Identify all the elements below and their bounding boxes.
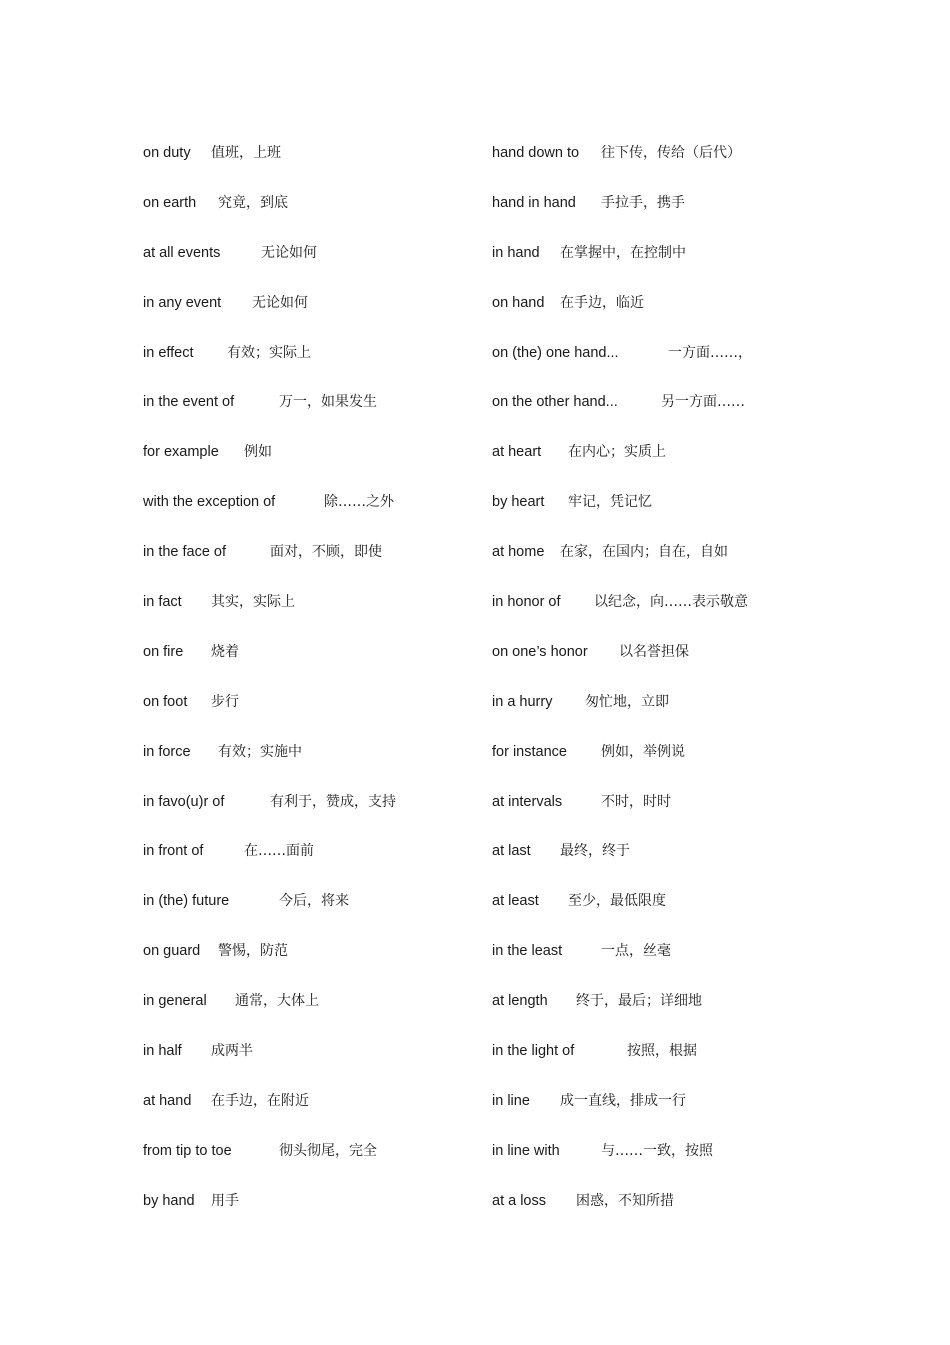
phrase-entry: [492, 343, 892, 393]
phrase-english: in line with: [492, 1142, 560, 1159]
phrase-entry: [492, 1041, 892, 1091]
phrase-chinese: 烧着: [211, 643, 239, 660]
phrase-english: in any event: [143, 294, 222, 311]
phrase-chinese: 除……之外: [324, 494, 394, 511]
phrase-entry: [143, 542, 483, 592]
phrase-english: in fact: [143, 594, 182, 611]
phrase-entry: [143, 642, 483, 692]
phrase-english: in the least: [492, 943, 563, 960]
phrase-english: in hand: [492, 244, 540, 261]
phrase-english: in the event of: [143, 394, 235, 411]
phrase-english: on fire: [143, 643, 184, 660]
phrase-chinese: 在家，在国内；自在，自如: [560, 544, 728, 561]
phrase-english: in a hurry: [492, 693, 553, 710]
phrase-english: on foot: [143, 693, 188, 710]
phrase-entry: [492, 143, 892, 193]
phrase-english: with the exception of: [143, 494, 276, 511]
phrase-entry: [143, 492, 483, 542]
phrase-chinese: 有利于，赞成，支持: [270, 793, 396, 810]
phrase-english: at heart: [492, 444, 542, 461]
phrase-english: from tip to toe: [143, 1142, 232, 1159]
phrase-entry: [143, 1041, 483, 1091]
phrase-english: on (the) one hand...: [492, 344, 619, 361]
phrase-chinese: 终于，最后；详细地: [576, 993, 702, 1010]
phrase-chinese: 例如，举例说: [601, 743, 685, 760]
phrase-chinese: 在手边，在附近: [211, 1092, 309, 1109]
phrase-entry: [143, 243, 483, 293]
phrase-entry: [143, 293, 483, 343]
phrase-entry: [492, 991, 892, 1041]
phrase-entry: [143, 1141, 483, 1191]
phrase-chinese: 有效；实际上: [227, 344, 311, 361]
phrase-chinese: 无论如何: [252, 294, 308, 311]
phrase-entry: [492, 841, 892, 891]
phrase-chinese: 步行: [211, 693, 239, 710]
phrase-entry: [143, 1191, 483, 1241]
phrase-chinese: 在……面前: [244, 843, 314, 860]
phrase-entry: [143, 841, 483, 891]
phrase-chinese: 用手: [211, 1192, 239, 1209]
phrase-entry: [143, 592, 483, 642]
phrase-english: in favo(u)r of: [143, 793, 225, 810]
phrase-chinese: 往下传，传给（后代）: [601, 145, 741, 161]
phrase-entry: [492, 891, 892, 941]
phrase-chinese: 困惑，不知所措: [576, 1192, 674, 1209]
phrase-english: in effect: [143, 344, 194, 361]
phrase-entry: [143, 343, 483, 393]
phrase-english: in force: [143, 743, 191, 760]
phrase-entry: [492, 243, 892, 293]
right-phrase-column: [492, 143, 892, 1241]
phrase-entry: [143, 991, 483, 1041]
phrase-entry: [492, 193, 892, 243]
phrase-entry: [492, 1191, 892, 1241]
phrase-entry: [143, 941, 483, 991]
phrase-english: in the light of: [492, 1043, 575, 1060]
phrase-entry: [492, 642, 892, 692]
phrase-entry: [492, 1141, 892, 1191]
phrase-chinese: 在掌握中，在控制中: [560, 244, 686, 261]
phrase-chinese: 在手边，临近: [560, 294, 644, 311]
phrase-english: at last: [492, 843, 531, 860]
phrase-chinese: 彻头彻尾，完全: [279, 1142, 377, 1159]
left-phrase-column: [143, 143, 483, 1241]
phrase-entry: [492, 742, 892, 792]
phrase-entry: [492, 392, 892, 442]
phrase-chinese: 至少，最低限度: [568, 893, 666, 910]
phrase-entry: [143, 442, 483, 492]
phrase-chinese: 成两半: [211, 1043, 253, 1060]
phrase-chinese: 匆忙地，立即: [585, 693, 669, 710]
phrase-english: on duty: [143, 145, 191, 161]
phrase-chinese: 最终，终于: [560, 843, 630, 860]
phrase-chinese: 以名誉担保: [619, 643, 689, 660]
phrase-chinese: 其实，实际上: [211, 594, 295, 611]
phrase-english: in (the) future: [143, 893, 230, 910]
phrase-english: in half: [143, 1043, 182, 1060]
phrase-english: on earth: [143, 194, 197, 211]
phrase-english: in honor of: [492, 594, 561, 611]
phrase-entry: [492, 442, 892, 492]
phrase-english: in front of: [143, 843, 204, 860]
phrase-english: on the other hand...: [492, 394, 618, 411]
phrase-entry: [143, 742, 483, 792]
phrase-entry: [143, 193, 483, 243]
phrase-chinese: 不时，时时: [601, 793, 671, 810]
phrase-english: at hand: [143, 1092, 192, 1109]
phrase-chinese: 万一，如果发生: [279, 394, 377, 411]
phrase-entry: [492, 1091, 892, 1141]
phrase-english: on hand: [492, 294, 545, 311]
phrase-chinese: 今后，将来: [279, 893, 349, 910]
phrase-entry: [143, 1091, 483, 1141]
phrase-chinese: 无论如何: [261, 244, 317, 261]
phrase-entry: [143, 143, 483, 193]
phrase-english: in general: [143, 993, 207, 1010]
phrase-entry: [143, 792, 483, 842]
phrase-english: at all events: [143, 244, 221, 261]
phrase-chinese: 成一直线，排成一行: [560, 1092, 686, 1109]
phrase-chinese: 以纪念，向……表示敬意: [594, 594, 748, 611]
phrase-english: at intervals: [492, 793, 563, 810]
phrase-english: at length: [492, 993, 548, 1010]
phrase-english: by heart: [492, 494, 545, 511]
phrase-english: on one’s honor: [492, 643, 588, 660]
phrase-chinese: 通常，大体上: [235, 993, 319, 1010]
phrase-entry: [492, 293, 892, 343]
phrase-chinese: 手拉手，携手: [601, 194, 685, 211]
phrase-english: at least: [492, 893, 539, 910]
phrase-english: by hand: [143, 1192, 195, 1209]
phrase-english: at home: [492, 544, 545, 561]
phrase-entry: [492, 542, 892, 592]
phrase-chinese: 另一方面……: [661, 394, 745, 411]
phrase-entry: [492, 492, 892, 542]
phrase-english: on guard: [143, 943, 201, 960]
phrase-entry: [143, 392, 483, 442]
phrase-entry: [492, 941, 892, 991]
phrase-chinese: 究竟，到底: [218, 194, 288, 211]
phrase-chinese: 在内心；实质上: [568, 444, 666, 461]
phrase-entry: [143, 891, 483, 941]
phrase-chinese: 有效；实施中: [218, 743, 302, 760]
phrase-chinese: 面对，不顾，即使: [270, 544, 382, 561]
phrase-english: at a loss: [492, 1192, 546, 1209]
phrase-english: for example: [143, 444, 219, 461]
phrase-english: in the face of: [143, 544, 227, 561]
phrase-entry: [492, 692, 892, 742]
phrase-english: hand down to: [492, 145, 580, 161]
phrase-chinese: 一方面……，: [668, 344, 752, 361]
phrase-english: in line: [492, 1092, 530, 1109]
phrase-entry: [492, 792, 892, 842]
phrase-chinese: 与……一致，按照: [601, 1142, 713, 1159]
phrase-entry: [143, 692, 483, 742]
phrase-chinese: 值班，上班: [211, 145, 281, 161]
phrase-chinese: 警惕，防范: [218, 943, 288, 960]
phrase-english: for instance: [492, 743, 567, 760]
phrase-chinese: 牢记，凭记忆: [568, 494, 652, 511]
phrase-chinese: 例如: [244, 444, 272, 461]
phrase-chinese: 按照，根据: [627, 1043, 697, 1060]
phrase-english: hand in hand: [492, 194, 576, 211]
phrase-entry: [492, 592, 892, 642]
phrase-chinese: 一点，丝毫: [601, 943, 671, 960]
